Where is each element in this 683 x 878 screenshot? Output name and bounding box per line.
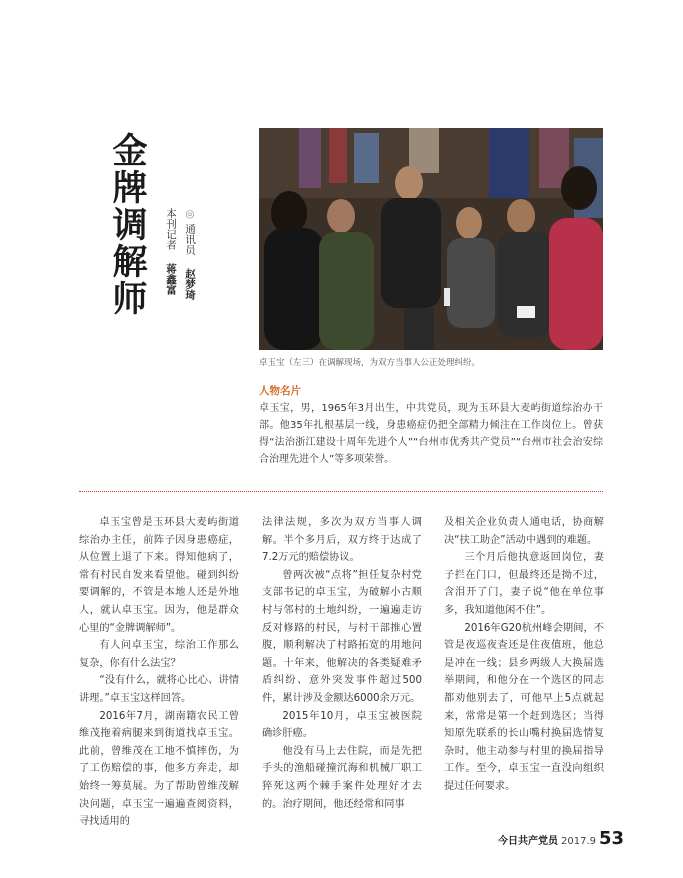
page-number: 53: [599, 828, 625, 849]
section-divider: [79, 491, 603, 492]
byline-role: 本刊记者: [165, 208, 177, 250]
byline: [164, 208, 197, 378]
paragraph: 法律法规，多次为双方当事人调解。半个多月后，双方终于达成了7.2万元的赔偿协议。: [262, 517, 422, 564]
page-footer: [498, 828, 624, 849]
issue-date: 2017.9: [561, 836, 596, 847]
paragraph: 及相关企业负责人通电话，协商解决“扶工助企”活动中遇到的难题。: [444, 517, 604, 546]
body-column-3: [444, 514, 604, 796]
byline-name: 蒋鑫富: [165, 263, 177, 295]
magazine-name: 今日共产党员: [498, 836, 558, 847]
paragraph: 2015年10月，卓玉宝被医院确诊肝癌。: [262, 710, 422, 740]
bullet-icon: ◎: [184, 208, 196, 220]
photo-illustration: [259, 128, 603, 350]
photo-caption: 卓玉宝（左三）在调解现场，为双方当事人公正处理纠纷。: [259, 358, 481, 368]
article-photo: [259, 128, 603, 350]
paragraph: 他没有马上去住院，而是先把手头的渔船碰撞沉海和机械厂职工猝死这两个棘手案件处理好才去的。治疗期间，他还经常和同事: [262, 745, 422, 810]
body-column-2: [262, 514, 422, 813]
byline-reporter: [164, 208, 178, 378]
paragraph: 三个月后他执意返回岗位，妻子拦在门口，但最终还是拗不过，含泪开了门，妻子说“他在单位事多，我知道他闲不住”。: [444, 552, 604, 616]
paragraph: 卓玉宝曾是玉环县大麦屿街道综治办主任，前阵子因身患癌症，从位置上退了下来。得知他病了，常有村民自发来看望他。碰到纠纷要调解的，不管是本地人还是外地人，就认卓玉宝。因为，他是群众心里的“金牌调解师”。: [79, 517, 239, 634]
paragraph: 2016年G20杭州峰会期间，不管是夜巡夜查还是住夜值班，他总是冲在一线；县乡两级人大换届选举期间，和他分在一个选区的同志都劝他别去了，可他早上5点就起来，常常是第一个赶到选区；当得知原先联系的长山嘴村换届选情复杂时，他主动参与村里的换届指导工作。至今，卓玉宝一直没向组织提过任何要求。: [444, 622, 604, 792]
byline-role: 通讯员: [184, 223, 196, 255]
paragraph: 曾两次被“点将”担任复杂村党支部书记的卓玉宝，为破解小古顺村与邻村的土地纠纷，一遍遍走访反对修路的村民，与村干部推心置腹，顺利解决了村路拓宽的用地问题。十年来，他解决的各类疑难矛盾纠纷、意外突发事件超过500件，累计涉及金额达6000余万元。: [262, 569, 422, 704]
profile-label: 人物名片: [259, 385, 301, 397]
profile-text: 卓玉宝，男，1965年3月出生，中共党员，现为玉环县大麦屿街道综治办干部。他35年扎根基层一线，身患癌症仍把全部精力倾注在工作岗位上。曾获得“法治浙江建设十周年先进个人”“台州市优秀共产党员”“台州市社会治安综合治理先进个人”等多项荣誉。: [259, 403, 603, 465]
body-column-1: [79, 514, 239, 831]
paragraph: 2016年7月，湖南籍农民工曾维茂拖着病腿来到街道找卓玉宝。此前，曾维茂在工地不慎摔伤，为了工伤赔偿的事，他多方奔走，却始终一筹莫展。为了帮助曾维茂解决问题，卓玉宝一遍遍查阅资料，寻找适用的: [79, 710, 239, 828]
paragraph: “没有什么，就将心比心、讲情讲理。”卓玉宝这样回答。: [79, 675, 239, 704]
article-title: 金牌调解师: [107, 132, 148, 317]
byline-name: 赵梦琦: [184, 268, 196, 300]
byline-correspondent: [183, 208, 197, 378]
paragraph: 有人问卓玉宝，综治工作那么复杂，你有什么法宝？: [79, 640, 239, 669]
